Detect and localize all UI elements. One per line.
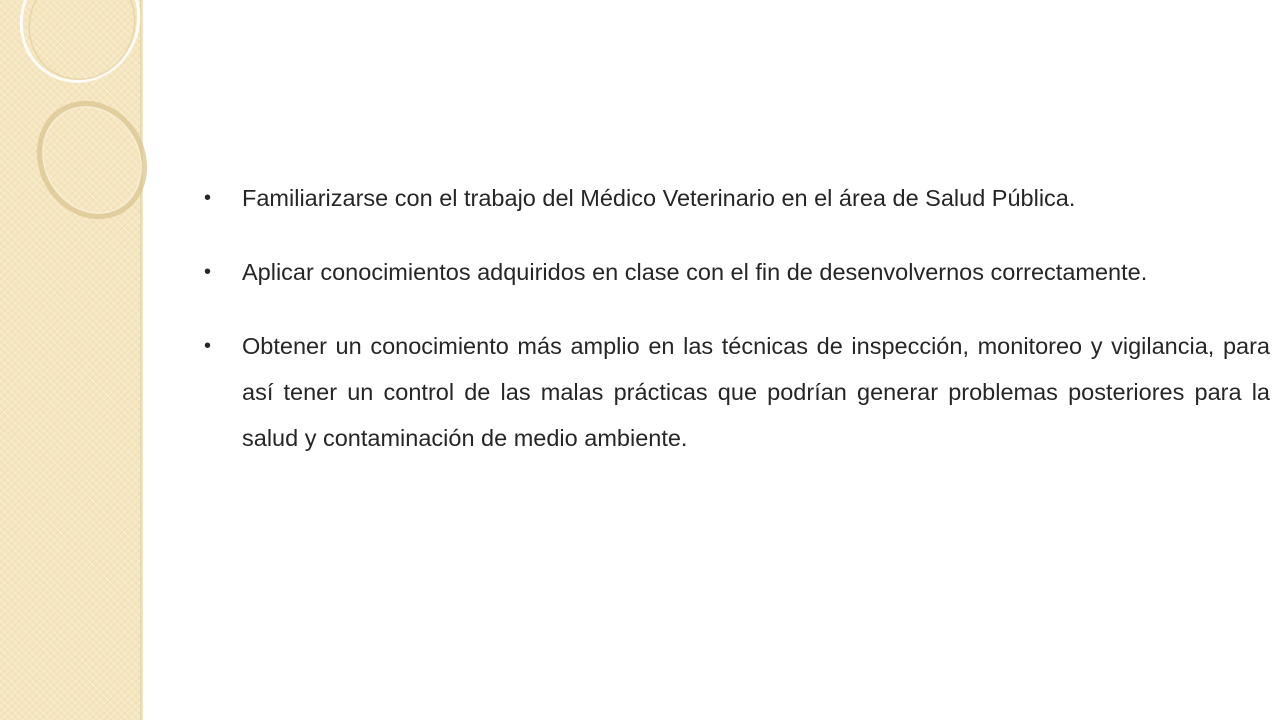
bullet-mark: • (204, 187, 212, 209)
bullet-mark: • (204, 335, 212, 357)
decorative-rings (0, 0, 160, 260)
decorative-ring-bottom-highlight (24, 89, 160, 231)
bullet-item-1 (200, 175, 1270, 221)
bullet-mark: • (204, 261, 212, 283)
bullet-list (200, 175, 1270, 489)
bullet-text: Aplicar conocimientos adquiridos en clase con el fin de desenvolvernos correctamente. (242, 259, 1148, 285)
bullet-item-2 (200, 249, 1270, 295)
bullet-text: Obtener un conocimiento más amplio en las técnicas de inspección, monitoreo y vigilancia, para así tener un control de las malas prácticas que podrían generar problemas posteriores para la salud y contaminación de medio ambiente. (242, 333, 1270, 451)
bullet-text: Familiarizarse con el trabajo del Médico Veterinario en el área de Salud Pública. (242, 185, 1076, 211)
bullet-item-3 (200, 323, 1270, 461)
